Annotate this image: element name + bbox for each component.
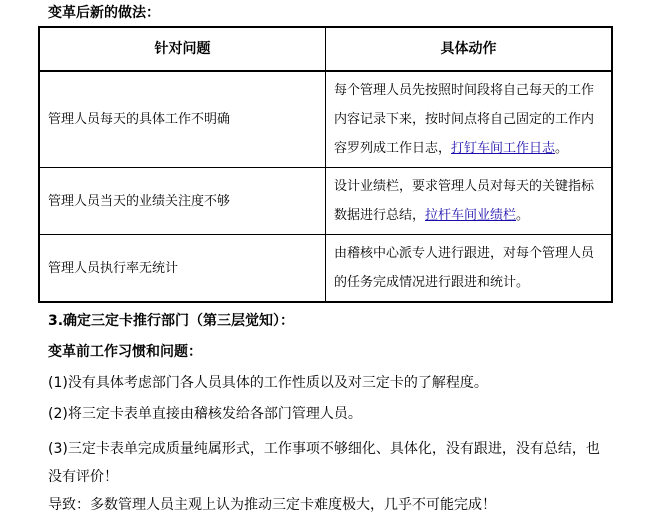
- issue-cell: 管理人员执行率无统计: [39, 235, 326, 303]
- table-row: [39, 168, 612, 235]
- result-text: 导致：多数管理人员主观上认为推动三定卡难度极大，几乎不可能完成！: [48, 497, 496, 513]
- work-log-link[interactable]: 打钉车间工作日志: [451, 141, 556, 156]
- table-row: [39, 235, 612, 303]
- issue-cell: 管理人员当天的业绩关注度不够: [39, 168, 326, 235]
- action-suffix: 。: [516, 208, 530, 223]
- action-suffix: 。: [555, 141, 569, 156]
- section-heading: 变革后新的做法：: [48, 5, 160, 21]
- action-text: 设计业绩栏，要求管理人员对每天的关键指标数据进行总结，: [334, 179, 595, 223]
- table-row: [39, 71, 612, 168]
- header-action: 具体动作: [326, 27, 613, 71]
- action-cell: [326, 235, 613, 303]
- table-header-row: [39, 27, 612, 71]
- list-item: (3)三定卡表单完成质量纯属形式，工作事项不够细化、具体化，没有跟进，没有总结，也没有评价！: [48, 441, 600, 485]
- issue-cell: 管理人员每天的具体工作不明确: [39, 71, 326, 168]
- action-text: 由稽核中心派专人进行跟进，对每个管理人员的任务完成情况进行跟进和统计。: [334, 246, 595, 290]
- performance-board-link[interactable]: 拉杆车间业绩栏: [425, 208, 517, 223]
- habits-heading: 变革前工作习惯和问题：: [48, 344, 202, 360]
- action-text: 每个管理人员先按照时间段将自己每天的工作内容记录下来，按时间点将自己固定的工作内容罗列成工作日志，: [334, 83, 595, 156]
- reform-table: [38, 26, 613, 303]
- subsection-heading: 3.确定三定卡推行部门（第三层觉知）：: [48, 313, 295, 329]
- header-issue: 针对问题: [39, 27, 326, 71]
- action-cell: [326, 168, 613, 235]
- list-item: (2)将三定卡表单直接由稽核发给各部门管理人员。: [48, 406, 362, 422]
- list-item: (1)没有具体考虑部门各人员具体的工作性质以及对三定卡的了解程度。: [48, 375, 488, 391]
- action-cell: [326, 71, 613, 168]
